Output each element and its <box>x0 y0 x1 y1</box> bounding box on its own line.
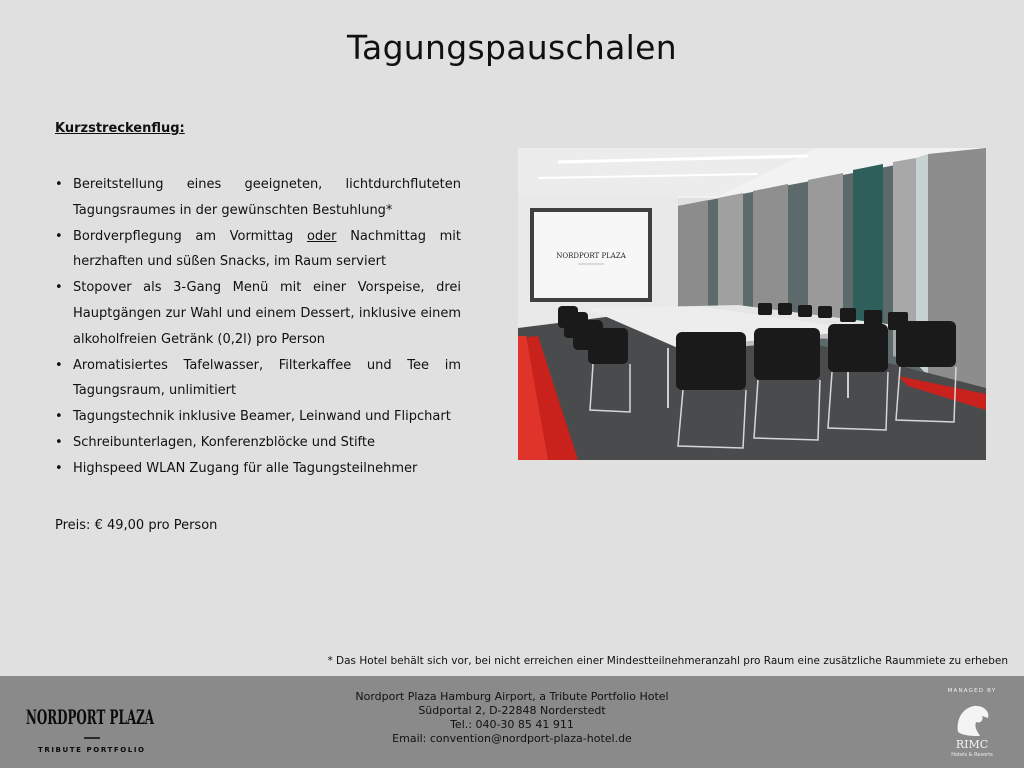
list-item-text: Highspeed WLAN Zugang für alle Tagungsteilnehmer <box>73 460 418 476</box>
logo-left-sub-text: TRIBUTE PORTFOLIO <box>38 746 144 754</box>
bullet-dot: • <box>55 434 63 450</box>
footer-address <box>0 690 1024 746</box>
list-item <box>55 430 461 456</box>
bullet-dot: • <box>55 460 63 476</box>
list-item-text-pre: Bordverpflegung am Vormittag <box>73 228 307 244</box>
list-item <box>55 172 461 224</box>
logo-right-top-text: MANAGED BY <box>947 688 997 694</box>
section-subheading: Kurzstreckenflug: <box>55 121 185 136</box>
logo-left-main-text: NORDPORT PLAZA <box>26 705 155 729</box>
list-item-text: Schreibunterlagen, Konferenzblöcke und Stifte <box>73 434 376 450</box>
footer-bar <box>0 676 1024 768</box>
list-item-text-underlined: oder <box>306 228 337 244</box>
eagle-head-icon <box>958 706 989 736</box>
bullet-dot: • <box>55 280 63 296</box>
list-item-text: Aromatisiertes Tafelwasser, Filterkaffee und Tee im Tagungsraum, unlimitiert <box>73 357 461 399</box>
bullet-dot: • <box>55 177 63 192</box>
footer-line-1: Nordport Plaza Hamburg Airport, a Tribute Portfolio Hotel <box>355 690 669 703</box>
conference-room-photo <box>518 148 986 460</box>
package-list <box>55 172 461 482</box>
bullet-dot: • <box>55 409 63 425</box>
list-item <box>55 404 461 430</box>
conference-room-illustration <box>518 148 986 460</box>
footer-line-4: Email: convention@nordport-plaza-hotel.de <box>392 732 632 745</box>
list-item-text: Bereitstellung eines geeigneten, lichtdurchfluteten Tagungsraumes in der gewünschten Bestuhlung* <box>73 177 461 218</box>
bullet-dot: • <box>55 228 63 244</box>
price-text: Preis: € 49,00 pro Person <box>55 518 218 533</box>
list-item-text: Stopover als 3-Gang Menü mit einer Vorspeise, drei Hauptgängen zur Wahl und einem Dessert, inklusive einem alkoholfreien Getränk (0,2l) pro Person <box>73 280 461 347</box>
list-item-text-post: Nachmittag mit herzhaften und süßen Snacks, im Raum serviert <box>73 228 461 270</box>
footer-line-3: Tel.: 040-30 85 41 911 <box>450 718 574 731</box>
list-item <box>55 353 461 405</box>
list-item-text: Tagungstechnik inklusive Beamer, Leinwand und Flipchart <box>73 409 451 425</box>
footer-line-2: Südportal 2, D-22848 Norderstedt <box>418 704 606 717</box>
list-item <box>55 224 461 276</box>
screen-logo-text: NORDPORT PLAZA <box>556 252 626 260</box>
rimc-logo <box>944 686 1000 764</box>
page-title: Tagungspauschalen <box>347 28 677 67</box>
list-item <box>55 456 461 482</box>
logo-right-main-text: RIMC <box>955 738 989 751</box>
list-item <box>55 275 461 352</box>
bullet-dot: • <box>55 357 63 373</box>
footnote: * Das Hotel behält sich vor, bei nicht erreichen einer Mindestteilnehmeranzahl pro Raum eine zusätzliche Raummiete zu erheben <box>327 655 1008 667</box>
logo-right-sub-text: Hotels & Resorts <box>951 752 993 758</box>
